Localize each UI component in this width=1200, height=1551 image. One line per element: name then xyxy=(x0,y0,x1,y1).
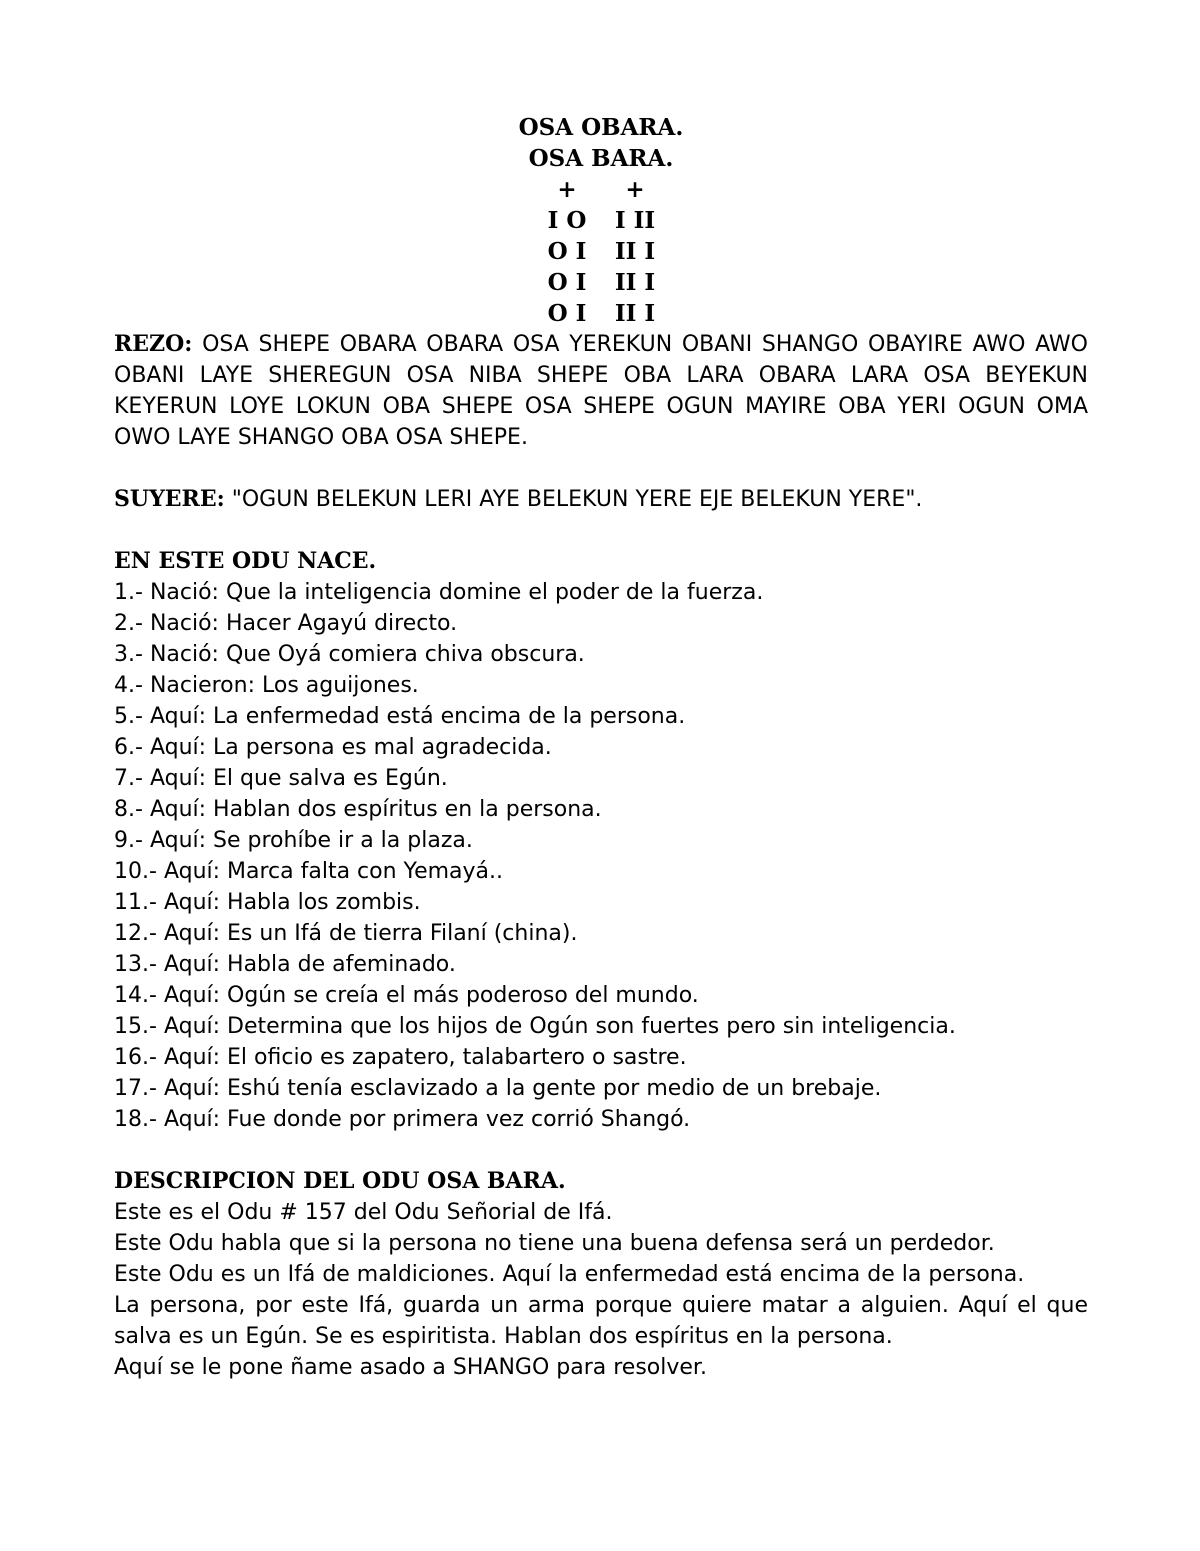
item-text: Aquí: La persona es mal agradecida. xyxy=(149,735,552,760)
descripcion-paragraph: Aquí se le pone ñame asado a SHANGO para resolver. xyxy=(114,1355,707,1380)
suyere-label: SUYERE: xyxy=(114,486,225,512)
figure-cell: I O xyxy=(547,207,587,234)
list-item xyxy=(114,608,1088,639)
figure-cell: O I xyxy=(547,238,587,265)
list-item xyxy=(114,1073,1088,1104)
item-text: Aquí: Eshú tenía esclavizado a la gente por medio de un brebaje. xyxy=(163,1076,882,1101)
item-number: 9.- xyxy=(114,828,143,853)
figure-row xyxy=(114,298,1088,329)
item-number: 10.- xyxy=(114,859,157,884)
descripcion-paragraph: La persona, por este Ifá, guarda un arma porque quiere matar a alguien. Aquí el que salva es un Egún. Se es espiritista. Hablan dos espíritus en la persona. xyxy=(114,1293,1088,1349)
item-number: 13.- xyxy=(114,952,157,977)
item-number: 16.- xyxy=(114,1045,157,1070)
list-item xyxy=(114,825,1088,856)
figure-cell: O I xyxy=(547,300,587,327)
rezo-label: REZO: xyxy=(114,331,193,357)
item-number: 5.- xyxy=(114,704,143,729)
item-text: Aquí: La enfermedad está encima de la persona. xyxy=(149,704,686,729)
list-item xyxy=(114,1104,1088,1135)
title-line-2: OSA BARA. xyxy=(528,145,674,172)
item-number: 6.- xyxy=(114,735,143,760)
item-text: Aquí: Se prohíbe ir a la plaza. xyxy=(149,828,473,853)
figure-row xyxy=(114,174,1088,205)
list-item xyxy=(114,794,1088,825)
item-text: Aquí: Es un Ifá de tierra Filaní (china). xyxy=(163,921,578,946)
list-item xyxy=(114,577,1088,608)
item-number: 8.- xyxy=(114,797,143,822)
list-item xyxy=(114,980,1088,1011)
item-text: Nació: Que la inteligencia domine el poder de la fuerza. xyxy=(149,580,764,605)
item-number: 2.- xyxy=(114,611,143,636)
figure-cell: O I xyxy=(547,269,587,296)
item-number: 15.- xyxy=(114,1014,157,1039)
item-text: Aquí: Habla los zombis. xyxy=(163,890,421,915)
figure-row xyxy=(114,205,1088,236)
list-item xyxy=(114,670,1088,701)
item-text: Nació: Que Oyá comiera chiva obscura. xyxy=(149,642,585,667)
list-item xyxy=(114,887,1088,918)
title-line-1: OSA OBARA. xyxy=(518,114,684,141)
figure-row xyxy=(114,267,1088,298)
item-number: 12.- xyxy=(114,921,157,946)
item-number: 4.- xyxy=(114,673,143,698)
item-text: Aquí: El oficio es zapatero, talabartero o sastre. xyxy=(163,1045,687,1070)
item-text: Aquí: Ogún se creía el más poderoso del mundo. xyxy=(163,983,699,1008)
figure-cell: II I xyxy=(614,300,656,327)
odu-figure xyxy=(114,174,1088,329)
list-item xyxy=(114,856,1088,887)
item-number: 18.- xyxy=(114,1107,157,1132)
item-text: Nacieron: Los aguijones. xyxy=(149,673,419,698)
suyere-text: "OGUN BELEKUN LERI AYE BELEKUN YERE EJE BELEKUN YERE". xyxy=(231,487,923,512)
nace-list xyxy=(114,577,1088,1135)
list-item xyxy=(114,732,1088,763)
list-item xyxy=(114,918,1088,949)
figure-cell: I II xyxy=(614,207,656,234)
item-text: Aquí: Hablan dos espíritus en la persona. xyxy=(149,797,602,822)
item-text: Nació: Hacer Agayú directo. xyxy=(149,611,458,636)
figure-cell: II I xyxy=(614,238,656,265)
figure-row xyxy=(114,236,1088,267)
list-item xyxy=(114,1011,1088,1042)
figure-cell: II I xyxy=(614,269,656,296)
figure-cell: + xyxy=(557,176,577,203)
list-item xyxy=(114,701,1088,732)
figure-cell: + xyxy=(625,176,645,203)
item-text: Aquí: Marca falta con Yemayá.. xyxy=(163,859,504,884)
item-text: Aquí: Habla de afeminado. xyxy=(163,952,456,977)
descripcion-paragraph: Este Odu es un Ifá de maldiciones. Aquí la enfermedad está encima de la persona. xyxy=(114,1262,1025,1287)
spacer xyxy=(114,515,1088,546)
item-number: 7.- xyxy=(114,766,143,791)
item-number: 14.- xyxy=(114,983,157,1008)
spacer xyxy=(114,453,1088,484)
title-block xyxy=(114,112,1088,174)
item-text: Aquí: Determina que los hijos de Ogún son fuertes pero sin inteligencia. xyxy=(163,1014,956,1039)
nace-heading: EN ESTE ODU NACE. xyxy=(114,548,377,574)
list-item xyxy=(114,763,1088,794)
list-item xyxy=(114,1042,1088,1073)
rezo-text: OSA SHEPE OBARA OBARA OSA YEREKUN OBANI SHANGO OBAYIRE AWO AWO OBANI LAYE SHEREGUN OSA NIBA SHEPE OBA LARA OBARA LARA OSA BEYEKUN KEYERUN LOYE LOKUN OBA SHEPE OSA SHEPE OGUN MAYIRE OBA YERI OGUN OMA OWO LAYE SHANGO OBA OSA SHEPE. xyxy=(114,332,1088,450)
item-text: Aquí: Fue donde por primera vez corrió Shangó. xyxy=(163,1107,691,1132)
item-number: 3.- xyxy=(114,642,143,667)
document-page xyxy=(114,112,1088,1383)
item-text: Aquí: El que salva es Egún. xyxy=(149,766,448,791)
item-number: 11.- xyxy=(114,890,157,915)
list-item xyxy=(114,949,1088,980)
descripcion-paragraph: Este Odu habla que si la persona no tiene una buena defensa será un perdedor. xyxy=(114,1231,995,1256)
item-number: 1.- xyxy=(114,580,143,605)
item-number: 17.- xyxy=(114,1076,157,1101)
suyere-paragraph xyxy=(114,484,1088,515)
spacer xyxy=(114,1135,1088,1166)
rezo-paragraph xyxy=(114,329,1088,453)
list-item xyxy=(114,639,1088,670)
descripcion-heading: DESCRIPCION DEL ODU OSA BARA. xyxy=(114,1168,566,1194)
descripcion-paragraph: Este es el Odu # 157 del Odu Señorial de Ifá. xyxy=(114,1200,613,1225)
